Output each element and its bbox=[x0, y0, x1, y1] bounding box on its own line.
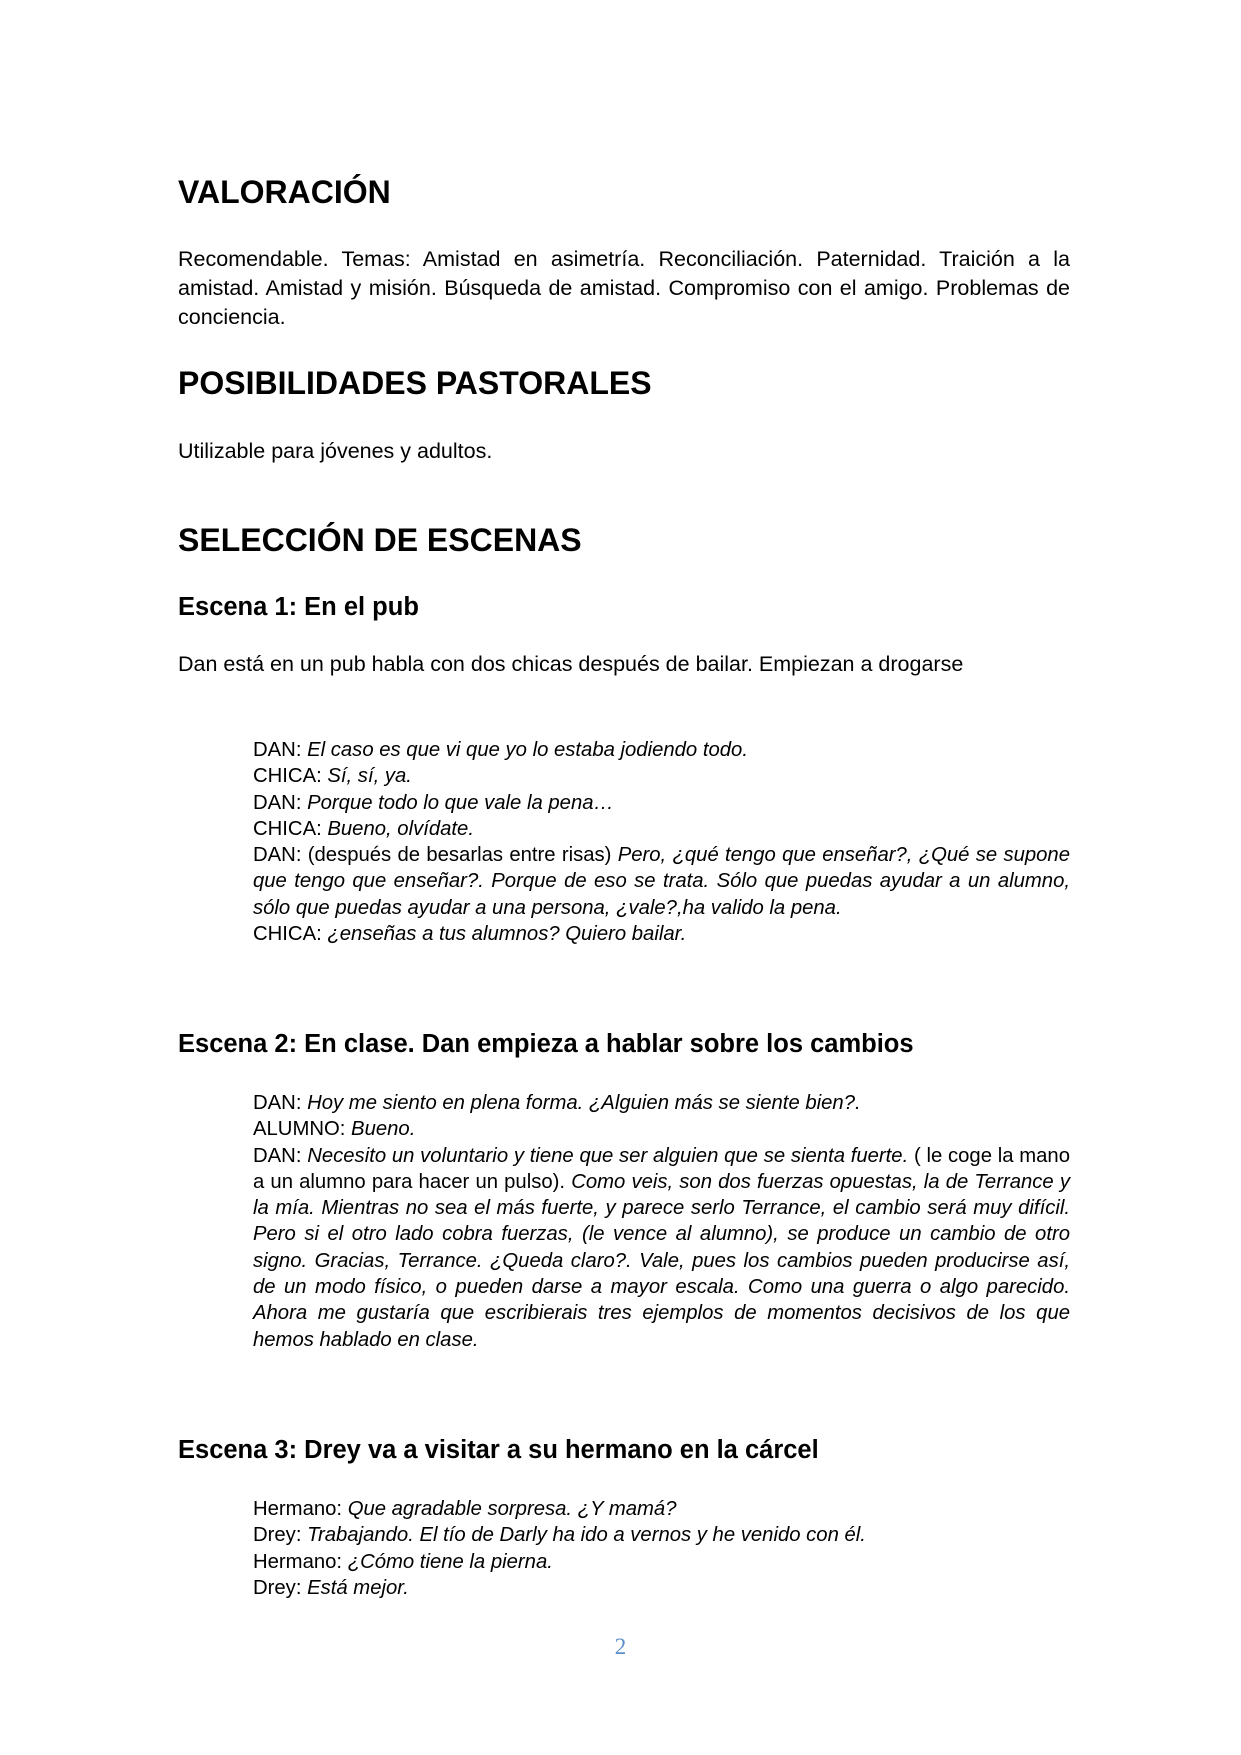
speaker-label: Drey: bbox=[253, 1576, 308, 1599]
dialog-line bbox=[253, 1496, 1070, 1522]
speaker-label: CHICA: bbox=[253, 817, 328, 840]
dialog-text: Necesito un voluntario y tiene que ser alguien que se sienta fuerte. bbox=[307, 1144, 909, 1167]
stage-direction: (después de besarlas entre risas) bbox=[307, 844, 618, 867]
dialog-line bbox=[253, 921, 1070, 947]
dialog-text: Bueno, olvídate. bbox=[327, 817, 474, 840]
page-number: 2 bbox=[614, 1634, 627, 1659]
dialog-line bbox=[253, 763, 1070, 789]
dialog-text: Como veis, son dos fuerzas opuestas, la de Terrance y la mía. Mientras no sea el más fuerte, y parece serlo Terrance, el cambio será muy difícil. Pero si el otro lado cobra fuerzas, (le vence al alumno), se produce un cambio de otro signo. Gracias, Terrance. ¿Queda claro?. Vale, pues los cambios pueden producirse así, de un modo físico, o pueden darse a mayor escala. Como una guerra o algo parecido. Ahora me gustaría que escribierais tres ejemplos de momentos decisivos de los que hemos hablado en clase. bbox=[253, 1170, 1070, 1351]
dialog-text: ¿enseñas a tus alumnos? Quiero bailar. bbox=[327, 923, 687, 946]
dialog-line bbox=[253, 1143, 1070, 1353]
speaker-label: Hermano: bbox=[253, 1550, 348, 1573]
seleccion-heading: SELECCIÓN DE ESCENAS bbox=[178, 522, 582, 558]
speaker-label: CHICA: bbox=[253, 765, 328, 788]
scene-3-title: Escena 3: Drey va a visitar a su hermano en la cárcel bbox=[178, 1436, 819, 1464]
dialog-text: Que agradable sorpresa. ¿Y mamá? bbox=[347, 1498, 677, 1520]
dialog-text: Bueno. bbox=[351, 1118, 416, 1141]
scene-1-intro: Dan está en un pub habla con dos chicas después de bailar. Empiezan a drogarse bbox=[178, 652, 964, 676]
dialog-text: ¿Cómo tiene la pierna. bbox=[347, 1550, 553, 1573]
dialog-text: Porque todo lo que vale la pena… bbox=[307, 791, 614, 814]
speaker-label: DAN: bbox=[253, 739, 308, 761]
dialog-line bbox=[253, 1522, 1070, 1548]
dialog-line bbox=[253, 1116, 1070, 1142]
speaker-label: DAN: bbox=[253, 791, 308, 814]
speaker-label: Hermano: bbox=[253, 1498, 348, 1520]
dialog-line bbox=[253, 790, 1070, 816]
scene-2-title: Escena 2: En clase. Dan empieza a hablar sobre los cambios bbox=[178, 1030, 914, 1058]
dialog-line bbox=[253, 842, 1070, 921]
dialog-text: Hoy me siento en plena forma. ¿Alguien más se siente bien?. bbox=[307, 1092, 861, 1114]
speaker-label: DAN: bbox=[253, 1144, 308, 1167]
speaker-label: Drey: bbox=[253, 1524, 308, 1547]
dialog-line bbox=[253, 737, 1070, 763]
valoracion-heading: VALORACIÓN bbox=[178, 174, 391, 210]
scene-2-dialog bbox=[253, 1090, 1070, 1353]
posibilidades-text: Utilizable para jóvenes y adultos. bbox=[178, 439, 493, 463]
dialog-text: Pero, ¿qué tengo que enseñar?, ¿Qué se supone que tengo que enseñar?. Porque de eso se trata. Sólo que puedas ayudar a un alumno, sólo que puedas ayudar a una persona, ¿vale?,ha valido la pena. bbox=[253, 844, 1070, 919]
stage-direction: ( le coge la mano a un alumno para hacer un pulso). bbox=[253, 1144, 1070, 1193]
scene-1-title: Escena 1: En el pub bbox=[178, 593, 419, 621]
speaker-label: ALUMNO: bbox=[253, 1118, 352, 1141]
valoracion-text: Recomendable. Temas: Amistad en asimetría. Reconciliación. Paternidad. Traición a la amistad. Amistad y misión. Búsqueda de amistad. Compromiso con el amigo. Problemas de conciencia. bbox=[178, 247, 1070, 329]
dialog-text: Está mejor. bbox=[307, 1576, 409, 1599]
speaker-label: DAN: bbox=[253, 844, 308, 867]
posibilidades-heading: POSIBILIDADES PASTORALES bbox=[178, 365, 652, 401]
dialog-line bbox=[253, 816, 1070, 842]
dialog-line bbox=[253, 1575, 1070, 1601]
scene-3-dialog bbox=[253, 1496, 1070, 1601]
scene-1-dialog bbox=[253, 737, 1070, 947]
dialog-line bbox=[253, 1090, 1070, 1116]
speaker-label: CHICA: bbox=[253, 923, 328, 946]
dialog-text: Trabajando. El tío de Darly ha ido a vernos y he venido con él. bbox=[307, 1524, 866, 1547]
dialog-line bbox=[253, 1549, 1070, 1575]
speaker-label: DAN: bbox=[253, 1092, 308, 1114]
dialog-text: El caso es que vi que yo lo estaba jodiendo todo. bbox=[307, 739, 748, 761]
dialog-text: Sí, sí, ya. bbox=[327, 765, 412, 788]
